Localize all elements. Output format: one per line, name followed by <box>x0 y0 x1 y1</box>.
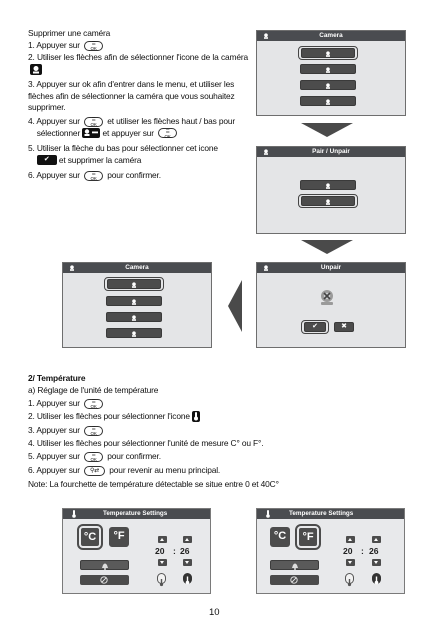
camera-return-key-icon: ⚲⇄ <box>84 466 105 476</box>
pair-unpair-icon <box>82 128 100 138</box>
step-text: Appuyer sur <box>36 170 80 180</box>
camera-slot-3[interactable] <box>106 312 162 322</box>
thermometer-low-icon <box>157 573 166 584</box>
menu-ok-key-icon: ☰ OK <box>158 128 177 138</box>
camera-icon <box>30 64 42 75</box>
temperature-separator: : <box>173 546 176 556</box>
camera-slot-3[interactable] <box>300 80 356 90</box>
step-text: Appuyer sur <box>36 40 80 50</box>
step-text: et supprimer la caméra <box>58 154 142 165</box>
thermometer-high-icon <box>372 573 381 584</box>
screen-header <box>257 509 404 519</box>
unpair-camera-icon <box>325 199 331 205</box>
confirm-button-selected[interactable] <box>301 320 329 334</box>
screen-title: Temperature Settings <box>103 510 168 517</box>
sound-off-button[interactable] <box>270 575 319 585</box>
camera-slot-1-selected[interactable] <box>298 46 358 60</box>
delete-camera-icon <box>317 288 337 308</box>
step-text: Appuyer sur <box>36 398 80 408</box>
camera-icon <box>325 51 331 57</box>
step-text: Appuyer sur <box>36 451 80 461</box>
mute-icon <box>100 576 108 584</box>
high-up-button[interactable] <box>183 536 192 543</box>
screen-title: Unpair <box>320 264 342 271</box>
menu-ok-key-icon: ☰ OK <box>84 452 103 462</box>
temperature-separator: : <box>361 546 364 556</box>
temperature-settings-celsius <box>62 508 211 594</box>
step-6 <box>28 170 248 182</box>
temp-step-3: 3. Appuyer sur ☰ OK <box>28 425 328 437</box>
camera-icon <box>69 265 75 271</box>
thermometer-icon <box>266 510 270 518</box>
high-up-button[interactable] <box>372 536 381 543</box>
step-text: Utiliser les flèches pour sélectionner l'unité de mesure C° ou F°. <box>36 438 264 448</box>
close-icon: ✖ <box>341 323 347 330</box>
thermometer-icon <box>72 510 76 518</box>
alarm-button[interactable] <box>270 560 319 570</box>
cancel-button[interactable] <box>334 322 354 332</box>
temp-step-1: 1. Appuyer sur ☰ OK <box>28 398 328 410</box>
temp-step-6: 6. Appuyer sur ⚲⇄ pour revenir au menu principal. <box>28 465 221 475</box>
alarm-button[interactable] <box>80 560 129 570</box>
celsius-button-selected[interactable]: °C <box>80 527 100 547</box>
menu-ok-key-icon: ☰ OK <box>84 399 103 409</box>
high-temperature-value: 26 <box>369 546 379 556</box>
camera-icon <box>263 33 269 39</box>
step-text: et appuyer sur <box>102 127 154 138</box>
camera-icon <box>325 99 331 105</box>
step-text: Utiliser les flèches pour sélectionner l'icone <box>36 411 190 421</box>
step-number: 5. <box>28 143 35 153</box>
celsius-button[interactable]: °C <box>270 527 290 547</box>
low-temperature-value: 20 <box>155 546 165 556</box>
menu-ok-key-icon: ☰ OK <box>84 117 103 127</box>
section-title: Supprimer une caméra <box>28 28 111 38</box>
camera-select-screen <box>62 262 212 348</box>
subsection-title: a) Réglage de l'unité de température <box>28 385 159 395</box>
arrow-down-icon <box>301 123 353 137</box>
screen-title: Camera <box>125 264 149 271</box>
camera-icon <box>325 83 331 89</box>
temp-step-5: 5. Appuyer sur ☰ OK pour confirmer. <box>28 451 161 463</box>
page-number: 10 <box>209 607 220 618</box>
low-up-button[interactable] <box>346 536 355 543</box>
bell-icon <box>101 562 109 570</box>
screen-title: Pair / Unpair <box>312 148 350 155</box>
step-text: pour confirmer. <box>107 170 161 180</box>
menu-ok-key-icon: ☰ OK <box>84 171 103 181</box>
step-text: pour confirmer. <box>107 451 161 461</box>
step-3 <box>28 79 246 114</box>
screen-header <box>257 147 405 157</box>
step-text: Appuyer sur ok afin d'entrer dans le menu, et utiliser les flèches afin de sélectionner la caméra que vous souhaitez supprimer. <box>28 79 235 113</box>
camera-slot-4[interactable] <box>300 96 356 106</box>
mute-icon <box>290 576 298 584</box>
sound-off-button[interactable] <box>80 575 129 585</box>
camera-icon <box>131 299 137 305</box>
step-text: Utiliser les flèches afin de sélectionner l'icone de la caméra <box>37 52 248 62</box>
confirm-check-icon: ✔ <box>37 155 57 165</box>
screen-header <box>63 509 210 519</box>
section-title: 2/ Température <box>28 373 86 383</box>
step-number: 2. <box>28 52 35 62</box>
step-number: 4. <box>28 116 35 126</box>
temperature-note: Note: La fourchette de température détectable se situe entre 0 et 40C° <box>28 479 279 489</box>
fahrenheit-button-selected[interactable]: °F <box>298 527 318 547</box>
screen-title: Temperature Settings <box>289 510 354 517</box>
thermometer-high-icon <box>183 573 192 584</box>
step-number: 3. <box>28 79 35 89</box>
pair-button[interactable] <box>300 180 356 190</box>
menu-ok-key-icon: ☰ OK <box>84 41 103 51</box>
thermometer-low-icon <box>345 573 354 584</box>
low-down-button[interactable] <box>158 559 167 566</box>
arrow-left-icon <box>228 280 242 332</box>
bell-icon <box>291 562 299 570</box>
step-1 <box>28 40 248 52</box>
camera-icon <box>131 331 137 337</box>
step-text: Utiliser la flèche du bas pour sélectionner cet icone <box>36 143 218 153</box>
unpair-button-selected[interactable] <box>298 194 358 208</box>
camera-slot-2[interactable] <box>106 296 162 306</box>
low-down-button[interactable] <box>346 559 355 566</box>
camera-icon <box>131 315 137 321</box>
step-number: 6. <box>28 170 35 180</box>
step-text: et utiliser les flèches haut / bas pour <box>107 116 236 126</box>
temp-step-2: 2. Utiliser les flèches pour sélectionner l'icone <box>28 411 328 423</box>
screen-header <box>257 31 405 41</box>
step-text: Appuyer sur <box>36 425 80 435</box>
camera-slot-1-selected[interactable] <box>104 277 164 291</box>
screen-header <box>257 263 405 273</box>
screen-header <box>63 263 211 273</box>
camera-slot-2[interactable] <box>300 64 356 74</box>
temp-step-4: 4. Utiliser les flèches pour sélectionner l'unité de mesure C° ou F°. <box>28 438 264 448</box>
camera-slot-4[interactable] <box>106 328 162 338</box>
fahrenheit-button[interactable]: °F <box>109 527 129 547</box>
low-up-button[interactable] <box>158 536 167 543</box>
low-temperature-value: 20 <box>343 546 353 556</box>
temperature-settings-fahrenheit <box>256 508 405 594</box>
step-text: sélectionner <box>36 127 81 138</box>
unpair-screen <box>256 262 406 348</box>
high-down-button[interactable] <box>183 559 192 566</box>
menu-ok-key-icon: ☰ OK <box>84 426 103 436</box>
pair-unpair-screen <box>256 146 406 234</box>
step-number: 1. <box>28 40 35 50</box>
camera-icon <box>263 265 269 271</box>
step-text: Appuyer sur <box>36 116 80 126</box>
step-4 <box>28 116 248 139</box>
high-down-button[interactable] <box>372 559 381 566</box>
step-2 <box>28 52 248 75</box>
pair-camera-icon <box>325 183 331 189</box>
check-icon: ✔ <box>304 322 326 332</box>
camera-menu-screen <box>256 30 406 116</box>
camera-icon <box>131 282 137 288</box>
arrow-down-icon <box>301 240 353 254</box>
step-5 <box>28 143 248 166</box>
thermometer-icon <box>192 411 200 422</box>
step-text: Appuyer sur <box>36 465 80 475</box>
high-temperature-value: 26 <box>180 546 190 556</box>
screen-title: Camera <box>319 32 343 39</box>
camera-icon <box>263 149 269 155</box>
camera-icon <box>325 67 331 73</box>
step-text: pour revenir au menu principal. <box>109 465 221 475</box>
